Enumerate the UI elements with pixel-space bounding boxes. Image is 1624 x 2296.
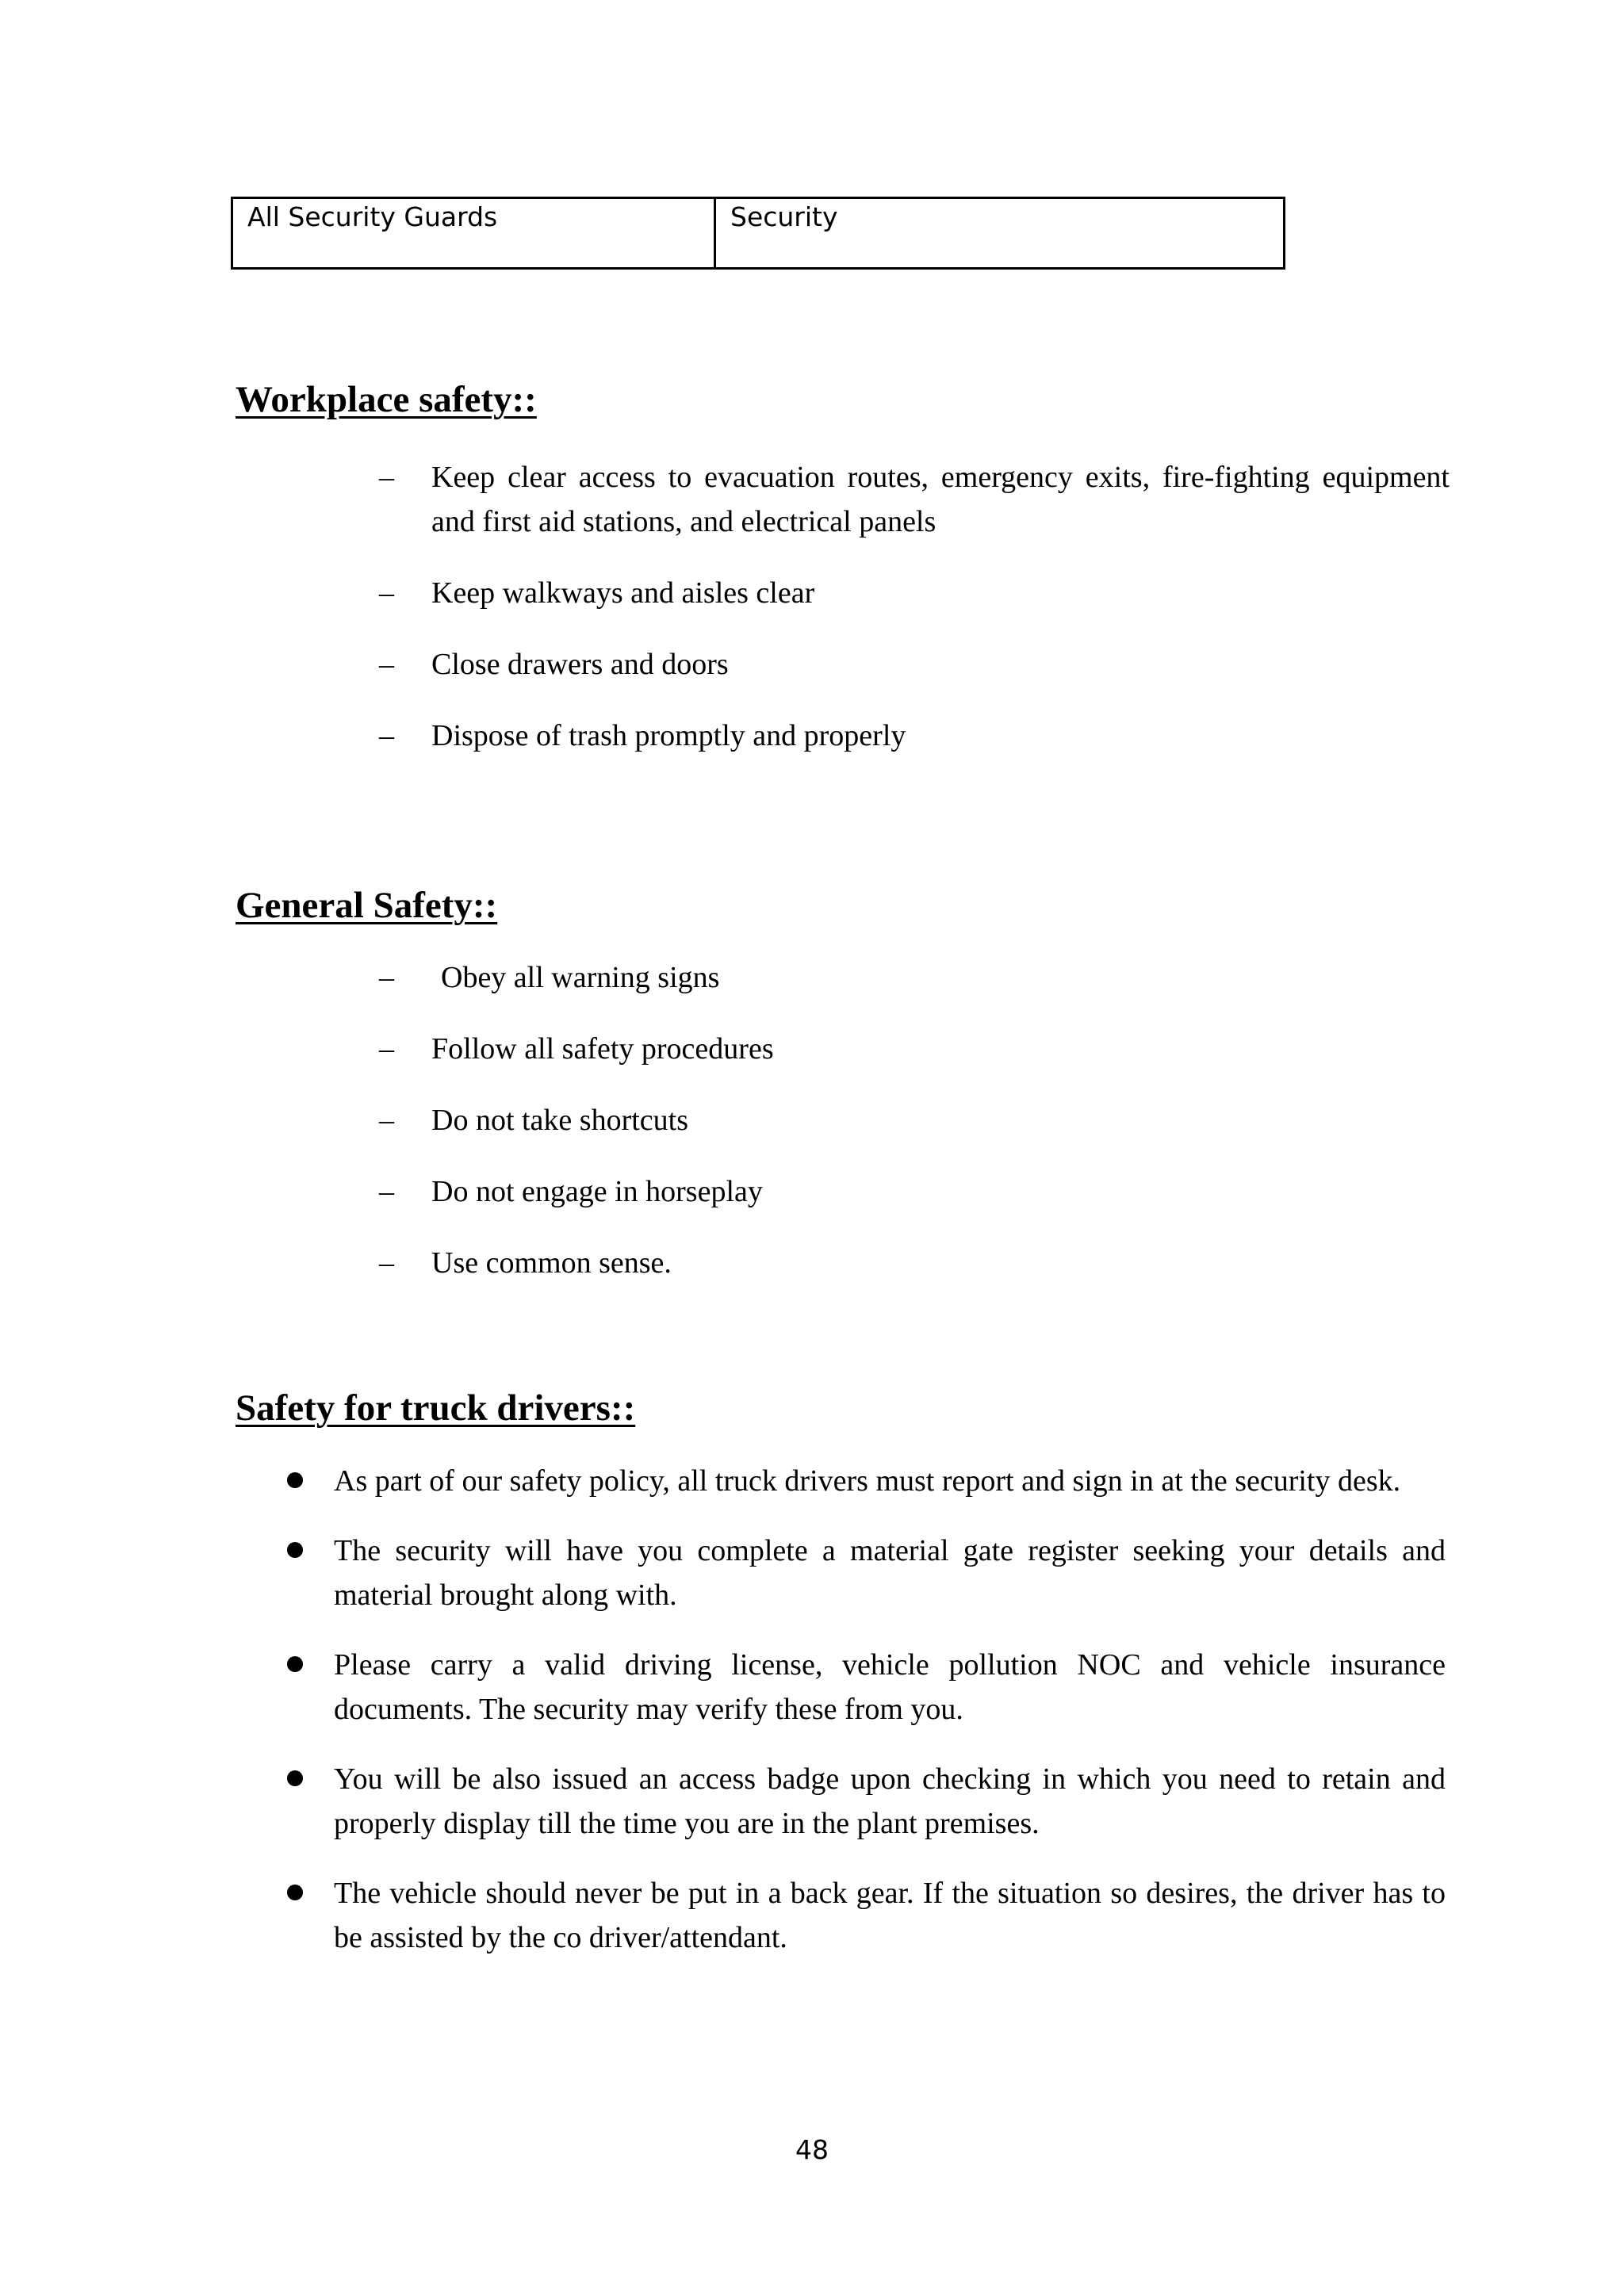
truck-drivers-list <box>284 1459 1446 1960</box>
list-item-text: The security will have you complete a material gate register seeking your details and material brought along with. <box>334 1534 1446 1612</box>
list-item-text: Obey all warning signs <box>441 961 720 994</box>
list-item-text: You will be also issued an access badge upon checking in which you need to retain and properly display till the time you are in the plant premises. <box>334 1762 1446 1840</box>
list-item <box>284 1459 1446 1503</box>
list-item <box>379 571 1450 615</box>
table-row <box>232 198 1285 269</box>
list-item-text: The vehicle should never be put in a back gear. If the situation so desires, the driver has to be assisted by the co driver/attendant. <box>334 1877 1446 1954</box>
dash-bullet-icon: – <box>379 648 394 681</box>
dash-bullet-icon: – <box>379 1175 394 1208</box>
list-item-text: Follow all safety procedures <box>431 1032 774 1066</box>
workplace-safety-list <box>379 455 1450 758</box>
list-item <box>379 1241 1450 1285</box>
table-cell-department: Security <box>715 198 1285 269</box>
role-department-table <box>231 197 1285 270</box>
list-item-text: Dispose of trash promptly and properly <box>431 719 906 752</box>
general-safety-list <box>379 955 1450 1285</box>
dash-bullet-icon: – <box>379 461 394 494</box>
dash-bullet-icon: – <box>379 576 394 610</box>
dash-bullet-icon: – <box>379 1104 394 1137</box>
list-item <box>379 955 1450 1000</box>
list-item <box>284 1643 1446 1732</box>
general-safety-heading: General Safety:: <box>236 885 498 926</box>
bullet-dot-icon <box>287 1770 303 1786</box>
list-item <box>379 642 1450 687</box>
bullet-dot-icon <box>287 1542 303 1558</box>
truck-drivers-heading: Safety for truck drivers:: <box>236 1387 636 1429</box>
list-item-text: As part of our safety policy, all truck drivers must report and sign in at the security desk. <box>334 1464 1401 1498</box>
list-item-text: Keep walkways and aisles clear <box>431 576 815 610</box>
list-item <box>379 455 1450 544</box>
list-item <box>284 1871 1446 1960</box>
list-item-text: Keep clear access to evacuation routes, emergency exits, fire-fighting equipment and first aid stations, and electrical panels <box>431 461 1450 538</box>
list-item <box>379 1027 1450 1071</box>
list-item-text: Do not take shortcuts <box>431 1104 689 1137</box>
bullet-dot-icon <box>287 1656 303 1672</box>
dash-bullet-icon: – <box>379 719 394 752</box>
dash-bullet-icon: – <box>379 961 394 994</box>
list-item <box>379 1169 1450 1214</box>
bullet-dot-icon <box>287 1885 303 1900</box>
list-item-text: Do not engage in horseplay <box>431 1175 763 1208</box>
bullet-dot-icon <box>287 1472 303 1488</box>
list-item <box>284 1757 1446 1846</box>
list-item-text: Use common sense. <box>431 1246 672 1280</box>
list-item <box>379 1098 1450 1142</box>
list-item-text: Please carry a valid driving license, vehicle pollution NOC and vehicle insurance documents. The security may verify these from you. <box>334 1648 1446 1726</box>
page-number: 48 <box>795 2134 829 2165</box>
table-cell-role: All Security Guards <box>232 198 715 269</box>
workplace-safety-heading: Workplace safety:: <box>236 379 537 420</box>
list-item <box>284 1529 1446 1617</box>
dash-bullet-icon: – <box>379 1032 394 1066</box>
list-item <box>379 714 1450 758</box>
dash-bullet-icon: – <box>379 1246 394 1280</box>
list-item-text: Close drawers and doors <box>431 648 729 681</box>
